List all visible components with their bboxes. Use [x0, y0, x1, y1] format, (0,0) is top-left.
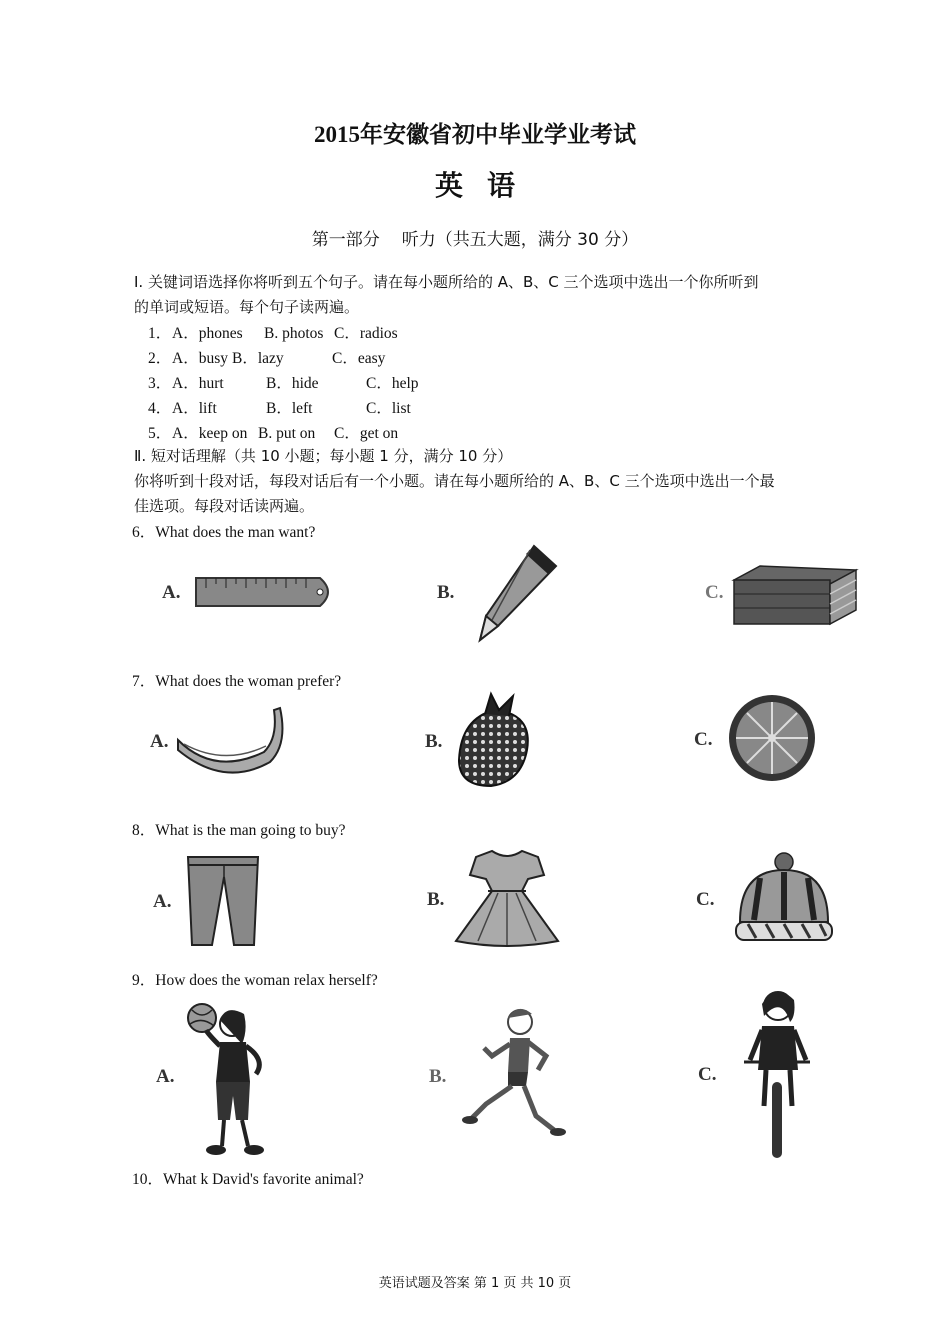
section1-intro-line1: Ⅰ. 关键词语选择你将听到五个句子。请在每小题所给的 A、B、C 三个选项中选出一个你所听到 [134, 273, 759, 291]
question-9: 9．How does the woman relax herself? [132, 972, 378, 989]
item-4-b: B．left [266, 400, 313, 417]
item-1-c: C．radios [334, 325, 398, 342]
jeans-icon [184, 855, 262, 947]
q9-label-b: B. [429, 1066, 447, 1087]
section2-intro-line1: 你将听到十段对话，每段对话后有一个小题。请在每小题所给的 A、B、C 三个选项中选出一个最 [134, 472, 775, 490]
item-3: 3．A．hurt B．hide C．help [148, 371, 419, 393]
page-footer: 英语试题及答案 第 1 页 共 10 页 [378, 1276, 572, 1291]
part-heading [0, 225, 950, 250]
q8-label-b: B. [427, 889, 445, 910]
item-4-a: A．lift [172, 400, 217, 417]
girl-volleyball-icon [186, 1000, 276, 1160]
q7-label-b: B. [425, 731, 443, 752]
item-2-c: C．easy [332, 350, 386, 367]
books-icon [730, 562, 860, 626]
item-3-b: B．hide [266, 375, 319, 392]
q6-label-a: A. [162, 582, 181, 603]
item-3-c: C．help [366, 375, 419, 392]
item-2: 2．A．busy B．lazy C．easy [148, 346, 385, 368]
q9-label-a: A. [156, 1066, 175, 1087]
item-4: 4．A．lift B．left C．list [148, 396, 411, 418]
section2-intro-line2: 佳选项。每段对话读两遍。 [134, 497, 315, 515]
orange-icon [726, 692, 818, 784]
item-2-a: A．busy [172, 350, 228, 367]
q8-label-c: C. [696, 889, 715, 910]
q9-label-c: C. [698, 1064, 717, 1085]
item-2-b: B．lazy [232, 350, 284, 367]
girl-running-icon [462, 1000, 568, 1150]
item-3-a: A．hurt [172, 375, 224, 392]
girl-cycling-icon [742, 986, 812, 1162]
item-1-a: A．phones [172, 325, 243, 342]
q8-label-a: A. [153, 891, 172, 912]
subject-title: 英语 [434, 171, 539, 202]
section2-title: Ⅱ. 短对话理解（共 10 小题；每小题 1 分，满分 10 分） [134, 447, 513, 465]
item-4-c: C．list [366, 400, 411, 417]
item-5: 5．A．keep on B. put on C．get on [148, 421, 398, 443]
part-label: 第一部分 [311, 230, 380, 250]
item-5-a: A．keep on [172, 425, 248, 442]
question-6: 6．What does the man want? [132, 524, 316, 541]
item-5-c: C．get on [334, 425, 399, 442]
item-1: 1．A．phones B. photos C．radios [148, 321, 398, 343]
strawberry-icon [455, 690, 535, 790]
q7-label-a: A. [150, 731, 169, 752]
ruler-icon [194, 574, 338, 610]
banana-icon [174, 704, 284, 774]
q6-label-b: B. [437, 582, 455, 603]
pencil-icon [472, 542, 562, 644]
q7-label-c: C. [694, 729, 713, 750]
section1-intro-line2: 的单词或短语。每个句子读两遍。 [134, 298, 360, 316]
question-8: 8．What is the man going to buy? [132, 822, 346, 839]
question-7: 7．What does the woman prefer? [132, 673, 342, 690]
dress-icon [452, 845, 562, 949]
question-10: 10．What k David's favorite animal? [132, 1171, 364, 1188]
part-desc: 听力（共五大题，满分 30 分） [401, 230, 639, 250]
item-5-b: B. put on [258, 425, 316, 442]
page-title: 2015年安徽省初中毕业学业考试 [314, 122, 636, 147]
q6-label-c: C. [705, 582, 724, 603]
item-1-b: B. photos [264, 325, 324, 342]
hat-icon [730, 852, 838, 946]
